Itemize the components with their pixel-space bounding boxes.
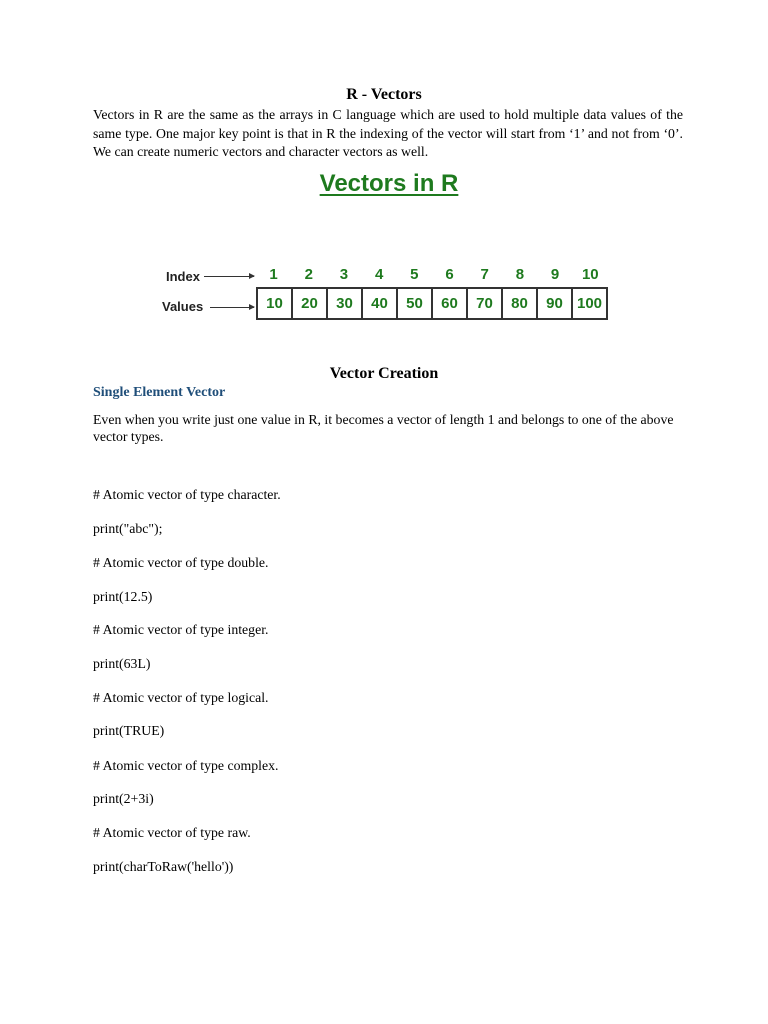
body-paragraph: Even when you write just one value in R, it becomes a vector of length 1 and belongs to one of the above vector types. [93,412,674,444]
value-cell: 40 [363,289,398,318]
code-comment: # Atomic vector of type complex. [93,758,279,773]
value-cell: 10 [258,289,293,318]
index-cell: 10 [581,266,599,283]
code-comment: # Atomic vector of type double. [93,555,269,570]
code-comment: # Atomic vector of type raw. [93,825,251,840]
value-cell: 90 [538,289,573,318]
value-cell: 30 [328,289,363,318]
code-comment: # Atomic vector of type integer. [93,622,269,637]
section-title: Vector Creation [329,365,439,382]
index-cell: 2 [304,266,313,283]
values-label: Values [162,299,204,314]
index-row [256,266,608,286]
values-row [256,287,608,320]
index-cell: 4 [374,266,384,283]
code-line: print(12.5) [93,589,153,604]
value-cell: 100 [576,295,603,312]
code-line: print(charToRaw('hello')) [93,859,234,874]
intro-paragraph: Vectors in R are the same as the arrays in C language which are used to hold multiple data values of the same type. One major key point is that in R the indexing of the vector will start from ‘1’ and not from ‘0’. We can create numeric vectors and character vectors as well. [93,107,683,159]
value-cell: 70 [468,289,503,318]
index-cell: 8 [515,266,525,283]
values-arrow [210,307,254,308]
value-cell: 60 [433,289,468,318]
code-line: print(TRUE) [93,723,165,738]
index-cell: 7 [480,266,489,283]
subsection-title: Single Element Vector [93,385,226,400]
index-cell: 3 [339,266,349,283]
page-title: R - Vectors [346,86,422,103]
index-arrow [204,276,254,277]
index-cell: 6 [445,266,454,283]
value-cell: 80 [503,289,538,318]
index-cell: 1 [269,266,278,283]
figure-title: Vectors in R [319,170,459,197]
code-comment: # Atomic vector of type character. [93,487,281,502]
value-cell: 50 [398,289,433,318]
code-line: print(2+3i) [93,791,154,806]
index-cell: 5 [410,266,419,283]
index-label: Index [166,269,200,284]
value-cell: 20 [293,289,328,318]
index-cell: 9 [550,266,560,283]
vector-diagram [160,262,620,326]
code-comment: # Atomic vector of type logical. [93,690,269,705]
code-line: print("abc"); [93,521,163,536]
code-line: print(63L) [93,656,151,671]
